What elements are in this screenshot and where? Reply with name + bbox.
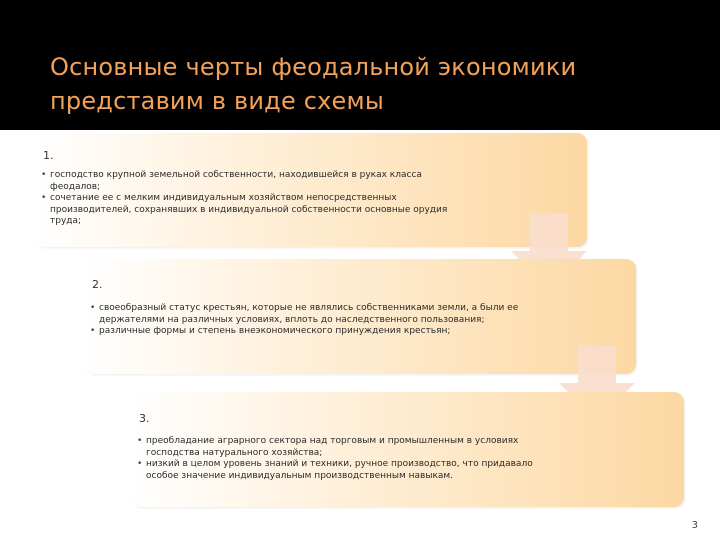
list-item: • сочетание ее с мелким индивидуальным хозяйством непосредственных производителей, сохранявших в индивидуальной собственности основные орудия труда;: [41, 193, 471, 228]
block-number: 1.: [43, 149, 54, 162]
scheme-block-3: [132, 392, 684, 507]
list-item: • низкий в целом уровень знаний и техники, ручное производство, что придавало особое значение индивидуальным производственным навыкам.: [137, 459, 567, 482]
scheme-block-1: [36, 133, 587, 247]
list-item: • своеобразный статус крестьян, которые не являлись собственниками земли, а были ее держателями на различных условиях, вплоть до наследственного пользования;: [90, 303, 520, 326]
scheme-block-2: [85, 259, 636, 374]
block-list: [90, 303, 520, 338]
list-item: • преобладание аграрного сектора над торговым и промышленным в условиях господства натурального хозяйства;: [137, 436, 567, 459]
page-number: 3: [691, 520, 698, 531]
list-item: • различные формы и степень внеэкономического принуждения крестьян;: [90, 326, 520, 338]
block-list: [41, 170, 471, 228]
slide-title: Основные черты феодальной экономики представим в виде схемы: [50, 53, 577, 115]
block-number: 3.: [139, 412, 150, 425]
block-number: 2.: [92, 278, 103, 291]
list-item: • господство крупной земельной собственности, находившейся в руках класса феодалов;: [41, 170, 471, 193]
block-list: [137, 436, 567, 482]
